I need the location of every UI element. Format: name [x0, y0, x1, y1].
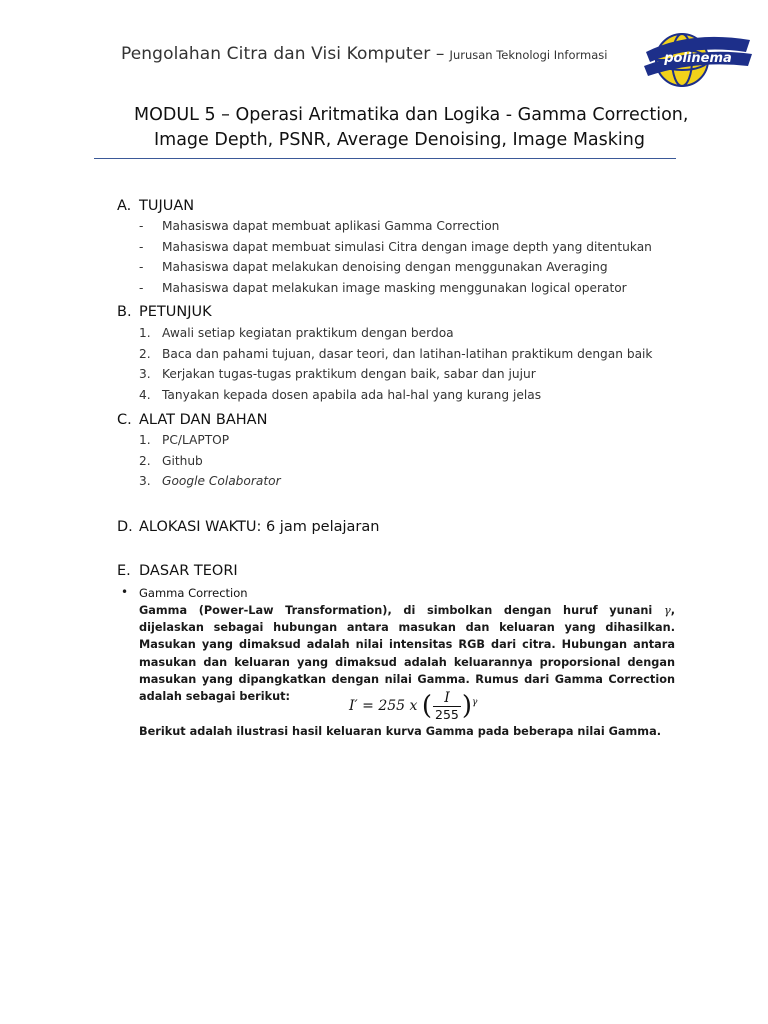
gamma-illustration-intro: Berikut adalah ilustrasi hasil keluaran kurva Gamma pada beberapa nilai Gamma. — [139, 725, 661, 738]
section-b-list — [139, 326, 653, 408]
section-c-list — [139, 433, 281, 495]
polinema-logo — [640, 22, 755, 94]
title-line-1: MODUL 5 – Operasi Aritmatika dan Logika - Gamma Correction, — [134, 105, 689, 125]
list-item: 3. Kerjakan tugas-tugas praktikum dengan baik, sabar dan jujur — [139, 367, 536, 382]
gamma-formula: I′ = 255 x ( $\frac{I}{255}$ )$^\gamma$ — [349, 690, 478, 722]
course-name: Pengolahan Citra dan Visi Komputer – — [121, 44, 445, 64]
section-a-heading: A. TUJUAN — [117, 198, 195, 214]
module-title — [134, 103, 694, 153]
document-header — [121, 44, 621, 64]
logo-text: polinema — [664, 51, 732, 66]
section-c-heading: C. ALAT DAN BAHAN — [117, 412, 268, 428]
list-item: 3. Google Colaborator — [139, 474, 281, 489]
list-item: - Mahasiswa dapat membuat aplikasi Gamma Correction — [139, 219, 500, 233]
list-item: 1. Awali setiap kegiatan praktikum dengan berdoa — [139, 326, 454, 340]
list-item: - Mahasiswa dapat membuat simulasi Citra dengan image depth yang ditentukan — [139, 239, 652, 254]
list-item: 1. PC/LAPTOP — [139, 433, 230, 447]
bullet-icon: • — [121, 585, 129, 599]
formula-fraction: $\frac{I}{255}$ — [435, 690, 459, 722]
list-item: 2. Github — [139, 453, 203, 468]
gamma-symbol: γ — [663, 604, 671, 617]
section-a-list — [139, 219, 652, 301]
list-item: 2. Baca dan pahami tujuan, dasar teori, dan latihan-latihan praktikum dengan baik — [139, 346, 653, 361]
section-d-heading: D. ALOKASI WAKTU: 6 jam pelajaran — [117, 519, 380, 535]
list-item: 4. Tanyakan kepada dosen apabila ada hal-hal yang kurang jelas — [139, 387, 542, 402]
gamma-paragraph: Gamma (Power-Law Transformation), di simbolkan dengan huruf yunani γ, dijelaskan sebagai hubungan antara masukan dan keluaran yang dihasilkan. Masukan yang dimaksud adalah nilai intensitas RGB dari citra. Hubungan antara masukan dan keluaran yang dimaksud adalah keluarannya proporsional dengan masukan yang dipangkatkan dengan nilai Gamma. Rumus dari Gamma Correction adalah sebagai berikut: — [139, 604, 675, 704]
section-e-heading: E. DASAR TEORI — [117, 563, 238, 579]
title-divider — [94, 158, 676, 159]
subheading-gamma-correction: Gamma Correction — [139, 586, 248, 600]
title-line-2: Image Depth, PSNR, Average Denoising, Image Masking — [154, 130, 645, 150]
list-item: - Mahasiswa dapat melakukan denoising dengan menggunakan Averaging — [139, 260, 608, 275]
list-item: - Mahasiswa dapat melakukan image masking menggunakan logical operator — [139, 280, 627, 295]
section-b-heading: B. PETUNJUK — [117, 304, 212, 320]
department-name: Jurusan Teknologi Informasi — [449, 48, 608, 62]
